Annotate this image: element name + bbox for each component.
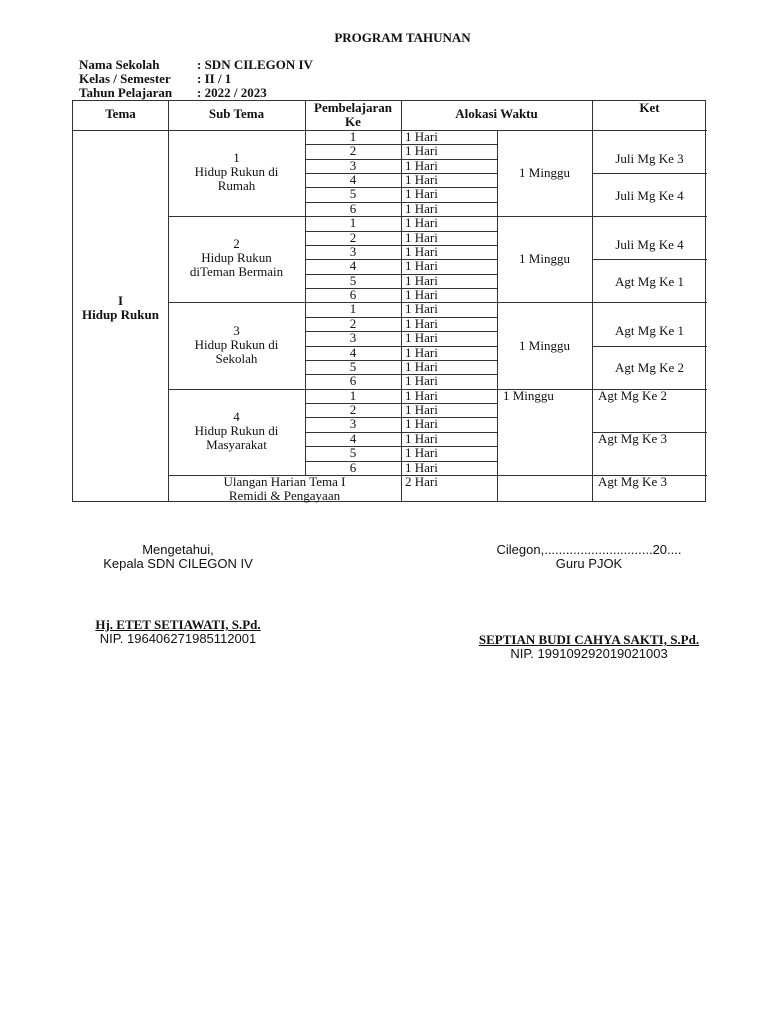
alokasi-hari: 1 Hari bbox=[405, 430, 438, 446]
pembelajaran-number: 1 bbox=[349, 301, 357, 317]
ket-value: Juli Mg Ke 4 bbox=[615, 236, 684, 252]
sig-right-name: SEPTIAN BUDI CAHYA SAKTI, S.Pd. bbox=[478, 632, 700, 647]
alokasi-hari: 1 Hari bbox=[405, 301, 438, 317]
divider bbox=[305, 202, 497, 203]
header-ket: Ket bbox=[639, 100, 660, 115]
info-row-school bbox=[79, 58, 313, 72]
pembelajaran-number: 1 bbox=[349, 129, 357, 144]
divider bbox=[497, 130, 498, 501]
divider bbox=[592, 259, 707, 260]
sig-right-line2: Guru PJOK bbox=[555, 556, 623, 571]
subtema-number: 4 bbox=[233, 408, 240, 424]
ket-value: Agt Mg Ke 2 bbox=[615, 360, 684, 376]
divider bbox=[305, 159, 497, 160]
alokasi-hari: 1 Hari bbox=[405, 172, 438, 188]
info-label: Tahun Pelajaran bbox=[79, 85, 173, 100]
ulangan-hari: 2 Hari bbox=[405, 473, 438, 489]
alokasi-minggu: 1 Minggu bbox=[519, 165, 570, 181]
divider bbox=[592, 346, 707, 347]
info-value: : 2022 / 2023 bbox=[197, 85, 267, 100]
subtema-title: Hidup Rukun di bbox=[194, 164, 279, 180]
divider bbox=[592, 432, 707, 433]
pembelajaran-number: 6 bbox=[349, 287, 357, 303]
info-row-year bbox=[79, 86, 313, 100]
divider bbox=[305, 231, 497, 232]
divider bbox=[305, 417, 497, 418]
subtema-title-cont: Sekolah bbox=[215, 350, 258, 366]
alokasi-hari: 1 Hari bbox=[405, 344, 438, 360]
sig-left-name: Hj. ETET SETIAWATI, S.Pd. bbox=[95, 617, 261, 632]
info-block bbox=[79, 58, 313, 100]
header-sub-tema: Sub Tema bbox=[208, 106, 265, 121]
alokasi-hari: 1 Hari bbox=[405, 373, 438, 389]
divider bbox=[305, 446, 497, 447]
alokasi-hari: 1 Hari bbox=[405, 129, 438, 144]
pembelajaran-number: 1 bbox=[349, 215, 357, 231]
divider bbox=[305, 288, 497, 289]
program-table bbox=[72, 100, 706, 502]
pembelajaran-number: 3 bbox=[349, 157, 357, 173]
ket-value: Juli Mg Ke 4 bbox=[615, 187, 684, 203]
ulangan-subtitle: Remidi & Pengayaan bbox=[228, 487, 341, 503]
sig-right-line1: Cilegon,..............................20.... bbox=[496, 542, 682, 557]
alokasi-hari: 1 Hari bbox=[405, 358, 438, 374]
pembelajaran-number: 5 bbox=[349, 186, 357, 202]
subtema-title: Hidup Rukun di bbox=[194, 336, 279, 352]
ket-value: Juli Mg Ke 3 bbox=[615, 150, 684, 166]
divider bbox=[592, 173, 707, 174]
pembelajaran-number: 2 bbox=[349, 229, 357, 245]
pembelajaran-number: 5 bbox=[349, 272, 357, 288]
subtema-number: 2 bbox=[233, 236, 240, 252]
tema-name: Hidup Rukun bbox=[82, 306, 159, 322]
pembelajaran-number: 5 bbox=[349, 445, 357, 461]
ket-value: Agt Mg Ke 1 bbox=[615, 322, 684, 338]
alokasi-hari: 1 Hari bbox=[405, 315, 438, 331]
divider bbox=[305, 432, 497, 433]
alokasi-hari: 1 Hari bbox=[405, 157, 438, 173]
alokasi-minggu: 1 Minggu bbox=[519, 337, 570, 353]
divider bbox=[305, 346, 497, 347]
alokasi-minggu: 1 Minggu bbox=[519, 251, 570, 267]
pembelajaran-number: 1 bbox=[349, 387, 357, 403]
subtema-title-cont: Masyarakat bbox=[206, 436, 267, 452]
subtema-number: 3 bbox=[233, 322, 240, 338]
sig-left-nip: NIP. 196406271985112001 bbox=[99, 631, 257, 646]
ulangan-ket: Agt Mg Ke 3 bbox=[598, 473, 667, 489]
divider bbox=[305, 331, 497, 332]
divider bbox=[305, 144, 497, 145]
signature-right bbox=[470, 543, 708, 661]
alokasi-hari: 1 Hari bbox=[405, 445, 438, 461]
pembelajaran-number: 5 bbox=[349, 358, 357, 374]
divider bbox=[305, 317, 497, 318]
divider bbox=[305, 245, 497, 246]
pembelajaran-number: 4 bbox=[349, 344, 357, 360]
alokasi-hari: 1 Hari bbox=[405, 387, 438, 403]
pembelajaran-number: 6 bbox=[349, 459, 357, 475]
info-row-class bbox=[79, 72, 313, 86]
pembelajaran-number: 6 bbox=[349, 200, 357, 216]
subtema-number: 1 bbox=[233, 150, 240, 166]
document-title: PROGRAM TAHUNAN bbox=[334, 30, 471, 45]
divider bbox=[592, 101, 593, 130]
alokasi-hari: 1 Hari bbox=[405, 229, 438, 245]
pembelajaran-number: 2 bbox=[349, 315, 357, 331]
signature-left bbox=[60, 543, 296, 646]
header-pembelajaran-ke: Ke bbox=[345, 114, 361, 129]
pembelajaran-number: 4 bbox=[349, 258, 357, 274]
ket-value: Agt Mg Ke 3 bbox=[598, 430, 667, 446]
sig-left-line1: Mengetahui, bbox=[142, 542, 214, 557]
alokasi-minggu: 1 Minggu bbox=[503, 387, 554, 403]
pembelajaran-number: 4 bbox=[349, 430, 357, 446]
sig-left-line2: Kepala SDN CILEGON IV bbox=[103, 556, 253, 571]
alokasi-hari: 1 Hari bbox=[405, 459, 438, 475]
pembelajaran-number: 3 bbox=[349, 416, 357, 432]
alokasi-hari: 1 Hari bbox=[405, 416, 438, 432]
alokasi-hari: 1 Hari bbox=[405, 330, 438, 346]
divider bbox=[305, 403, 497, 404]
alokasi-hari: 1 Hari bbox=[405, 258, 438, 274]
header-tema: Tema bbox=[105, 106, 136, 121]
divider bbox=[305, 360, 497, 361]
alokasi-hari: 1 Hari bbox=[405, 272, 438, 288]
ket-value: Agt Mg Ke 2 bbox=[598, 387, 667, 403]
divider bbox=[305, 101, 306, 130]
tema-number: I bbox=[117, 292, 124, 308]
alokasi-hari: 1 Hari bbox=[405, 215, 438, 231]
info-label: Nama Sekolah bbox=[79, 57, 160, 72]
header-alokasi-waktu: Alokasi Waktu bbox=[455, 106, 538, 121]
subtema-title-cont: diTeman Bermain bbox=[189, 264, 284, 280]
pembelajaran-number: 6 bbox=[349, 373, 357, 389]
alokasi-hari: 1 Hari bbox=[405, 143, 438, 159]
divider bbox=[305, 374, 497, 375]
divider bbox=[305, 274, 497, 275]
alokasi-hari: 1 Hari bbox=[405, 402, 438, 418]
info-value: : II / 1 bbox=[197, 71, 232, 86]
divider bbox=[305, 173, 497, 174]
pembelajaran-number: 3 bbox=[349, 243, 357, 259]
divider bbox=[305, 259, 497, 260]
alokasi-hari: 1 Hari bbox=[405, 243, 438, 259]
alokasi-hari: 1 Hari bbox=[405, 287, 438, 303]
divider bbox=[401, 101, 402, 130]
pembelajaran-number: 3 bbox=[349, 330, 357, 346]
info-value: : SDN CILEGON IV bbox=[197, 57, 313, 72]
subtema-title: Hidup Rukun bbox=[201, 250, 272, 266]
sig-right-nip: NIP. 199109292019021003 bbox=[510, 646, 668, 661]
subtema-title-cont: Rumah bbox=[217, 178, 256, 194]
pembelajaran-number: 2 bbox=[349, 402, 357, 418]
pembelajaran-number: 2 bbox=[349, 143, 357, 159]
header-pembelajaran: Pembelajaran bbox=[314, 100, 392, 115]
ulangan-minggu bbox=[497, 475, 592, 489]
divider bbox=[168, 101, 169, 130]
pembelajaran-number: 4 bbox=[349, 172, 357, 188]
divider bbox=[305, 461, 497, 462]
ulangan-title: Ulangan Harian Tema I bbox=[223, 473, 346, 489]
divider bbox=[305, 187, 497, 188]
divider bbox=[592, 130, 593, 501]
alokasi-hari: 1 Hari bbox=[405, 200, 438, 216]
ket-value: Agt Mg Ke 1 bbox=[615, 273, 684, 289]
subtema-title: Hidup Rukun di bbox=[194, 422, 279, 438]
alokasi-hari: 1 Hari bbox=[405, 186, 438, 202]
info-label: Kelas / Semester bbox=[79, 71, 171, 86]
